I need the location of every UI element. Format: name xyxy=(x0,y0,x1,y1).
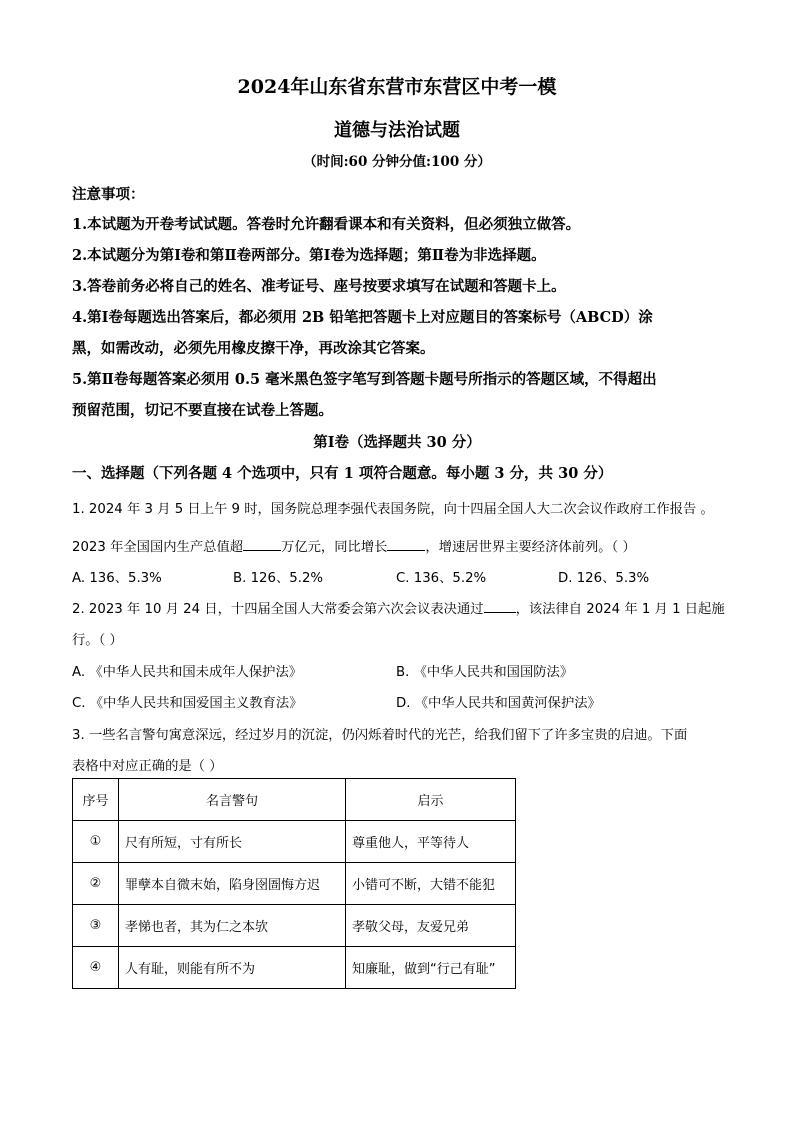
table-cell: ② xyxy=(73,863,119,905)
table-cell: 孝悌也者，其为仁之本欤 xyxy=(119,905,346,947)
question-1-option: B. 126、5.2% xyxy=(233,571,324,586)
question-3-text: 3. 一些名言警句寓意深远，经过岁月的沉淀，仍闪烁着时代的光芒，给我们留下了许多宝贵的启迪。下面 xyxy=(72,728,688,743)
table-header: 名言警句 xyxy=(119,779,346,821)
notes-heading: 注意事项： xyxy=(72,186,145,203)
question-1-option: A. 136、5.3% xyxy=(72,571,162,586)
question-2-part: ，该法律自 2024 年 1 月 1 日起施 xyxy=(515,602,725,617)
table-cell: 尺有所短，寸有所长 xyxy=(119,821,346,863)
table-header: 序号 xyxy=(73,779,119,821)
table-row xyxy=(73,947,516,989)
question-2-text-cont: 行。（ ） xyxy=(72,633,123,648)
question-2-option: D. 《中华人民共和国黄河保护法》 xyxy=(396,696,601,711)
table-row xyxy=(73,905,516,947)
table-cell: ① xyxy=(73,821,119,863)
table-cell: ④ xyxy=(73,947,119,989)
answer-blank xyxy=(484,612,516,613)
table-cell: 孝敬父母，友爱兄弟 xyxy=(346,905,516,947)
table-row xyxy=(73,863,516,905)
table-header: 启示 xyxy=(346,779,516,821)
question-1-text: 1. 2024 年 3 月 5 日上午 9 时，国务院总理李强代表国务院，向十四届全国人大二次会议作政府工作报告 。 xyxy=(72,502,714,517)
question-1-option: D. 126、5.3% xyxy=(558,571,650,586)
exam-title: 2024年山东省东营市东营区中考一模 xyxy=(237,76,557,98)
exam-subject: 道德与法治试题 xyxy=(334,120,460,141)
table-cell: 人有耻，则能有所不为 xyxy=(119,947,346,989)
note-item: 2.本试题分为第Ⅰ卷和第Ⅱ卷两部分。第Ⅰ卷为选择题；第Ⅱ卷为非选择题。 xyxy=(72,247,546,264)
question-2-text xyxy=(72,598,725,617)
table-cell: 小错可不断，大错不能犯 xyxy=(346,863,516,905)
answer-blank xyxy=(387,550,425,551)
question-1-text-cont xyxy=(72,536,636,555)
note-item: 5.第Ⅱ卷每题答案必须用 0.5 毫米黑色签字笔写到答题卡题号所指示的答题区域，不得超出 xyxy=(72,371,657,388)
note-item: 1.本试题为开卷考试试题。答卷时允许翻看课本和有关资料，但必须独立做答。 xyxy=(72,216,581,233)
time-score-info: （时间:60 分钟分值:100 分） xyxy=(303,154,491,170)
table-header-row xyxy=(73,779,516,821)
note-item: 黑，如需改动，必须先用橡皮擦干净，再改涂其它答案。 xyxy=(72,340,435,357)
question-2-option: C. 《中华人民共和国爱国主义教育法》 xyxy=(72,696,303,711)
answer-blank xyxy=(243,550,281,551)
table-cell: 知廉耻，做到“行己有耻” xyxy=(346,947,516,989)
table-cell: 尊重他人，平等待人 xyxy=(346,821,516,863)
section-instruction: 一、选择题（下列各题 4 个选项中，只有 1 项符合题意。每小题 3 分，共 30 分） xyxy=(72,465,613,482)
note-item: 3.答卷前务必将自己的姓名、准考证号、座号按要求填写在试题和答题卡上。 xyxy=(72,278,566,295)
question-2-option: A. 《中华人民共和国未成年人保护法》 xyxy=(72,665,303,680)
question-1-part: 万亿元，同比增长 xyxy=(281,540,388,555)
note-item: 4.第Ⅰ卷每题选出答案后，都必须用 2B 铅笔把答题卡上对应题目的答案标号（ABCD）涂 xyxy=(72,309,653,326)
question-2-option: B. 《中华人民共和国国防法》 xyxy=(396,665,574,680)
note-item: 预留范围，切记不要直接在试卷上答题。 xyxy=(72,402,333,419)
table-row xyxy=(73,821,516,863)
question-3-text-cont: 表格中对应正确的是（ ） xyxy=(72,759,223,774)
question-1-part: ，增速居世界主要经济体前列。（ ） xyxy=(425,540,636,555)
question-1-option: C. 136、5.2% xyxy=(396,571,487,586)
section-title: 第Ⅰ卷（选择题共 30 分） xyxy=(313,434,481,451)
question-1-part: 2023 年全国国内生产总值超 xyxy=(72,540,244,555)
table-cell: 罪孽本自微末始，陷身囹圄悔方迟 xyxy=(119,863,346,905)
question-2-part: 2. 2023 年 10 月 24 日，十四届全国人大常委会第六次会议表决通过 xyxy=(72,602,484,617)
table-cell: ③ xyxy=(73,905,119,947)
quotes-table xyxy=(72,778,516,989)
